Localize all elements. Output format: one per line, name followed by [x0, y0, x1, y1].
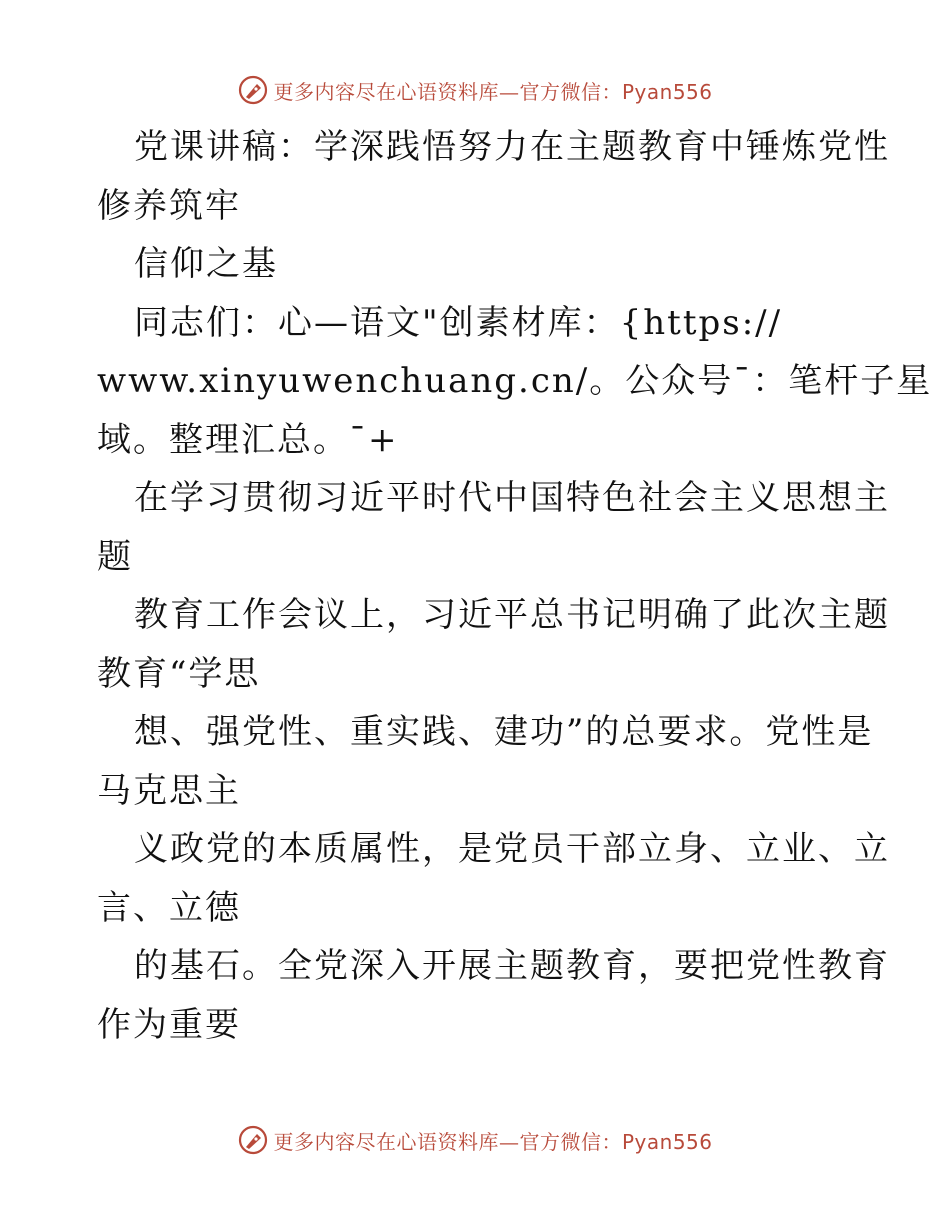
footer-watermark — [0, 1120, 950, 1160]
pen-nib-logo-icon — [237, 1124, 269, 1156]
paragraph-line: 题 — [97, 536, 133, 577]
paragraph-line: 马克思主 — [97, 770, 241, 811]
pen-nib-logo-icon — [237, 74, 269, 106]
paragraph-line: 言、立德 — [97, 887, 241, 928]
watermark-text: 更多内容尽在心语资料库—官方微信：Pyan556 — [273, 1129, 713, 1154]
paragraph-line: 同志们：心—语文"创素材库：{https:// — [134, 302, 783, 343]
paragraph-line: 作为重要 — [97, 1004, 241, 1045]
paragraph-line: 想、强党性、重实践、建功”的总要求。党性是 — [134, 712, 874, 752]
paragraph-line: 在学习贯彻习近平时代中国特色社会主义思想主 — [134, 478, 890, 518]
watermark-text: 更多内容尽在心语资料库—官方微信：Pyan556 — [273, 79, 713, 104]
paragraph-line: 教育“学思 — [97, 653, 261, 694]
paragraph-line: 教育工作会议上，习近平总书记明确了此次主题 — [134, 595, 890, 635]
paragraph-line: 的基石。全党深入开展主题教育，要把党性教育 — [134, 946, 890, 986]
document-body — [97, 118, 933, 1054]
paragraph-line: 义政党的本质属性，是党员干部立身、立业、立 — [134, 829, 890, 869]
document-title-line-1: 党课讲稿：学深践悟努力在主题教育中锤炼党性 — [134, 127, 890, 167]
document-title-line-3: 信仰之基 — [134, 244, 278, 284]
paragraph-line: www.xinyuwenchuang.cn/。公众号¯：笔杆子星 — [97, 361, 933, 401]
header-watermark — [0, 70, 950, 110]
paragraph-line: 域。整理汇总。¯+ — [97, 419, 399, 460]
document-title-line-2: 修养筑牢 — [97, 185, 241, 226]
